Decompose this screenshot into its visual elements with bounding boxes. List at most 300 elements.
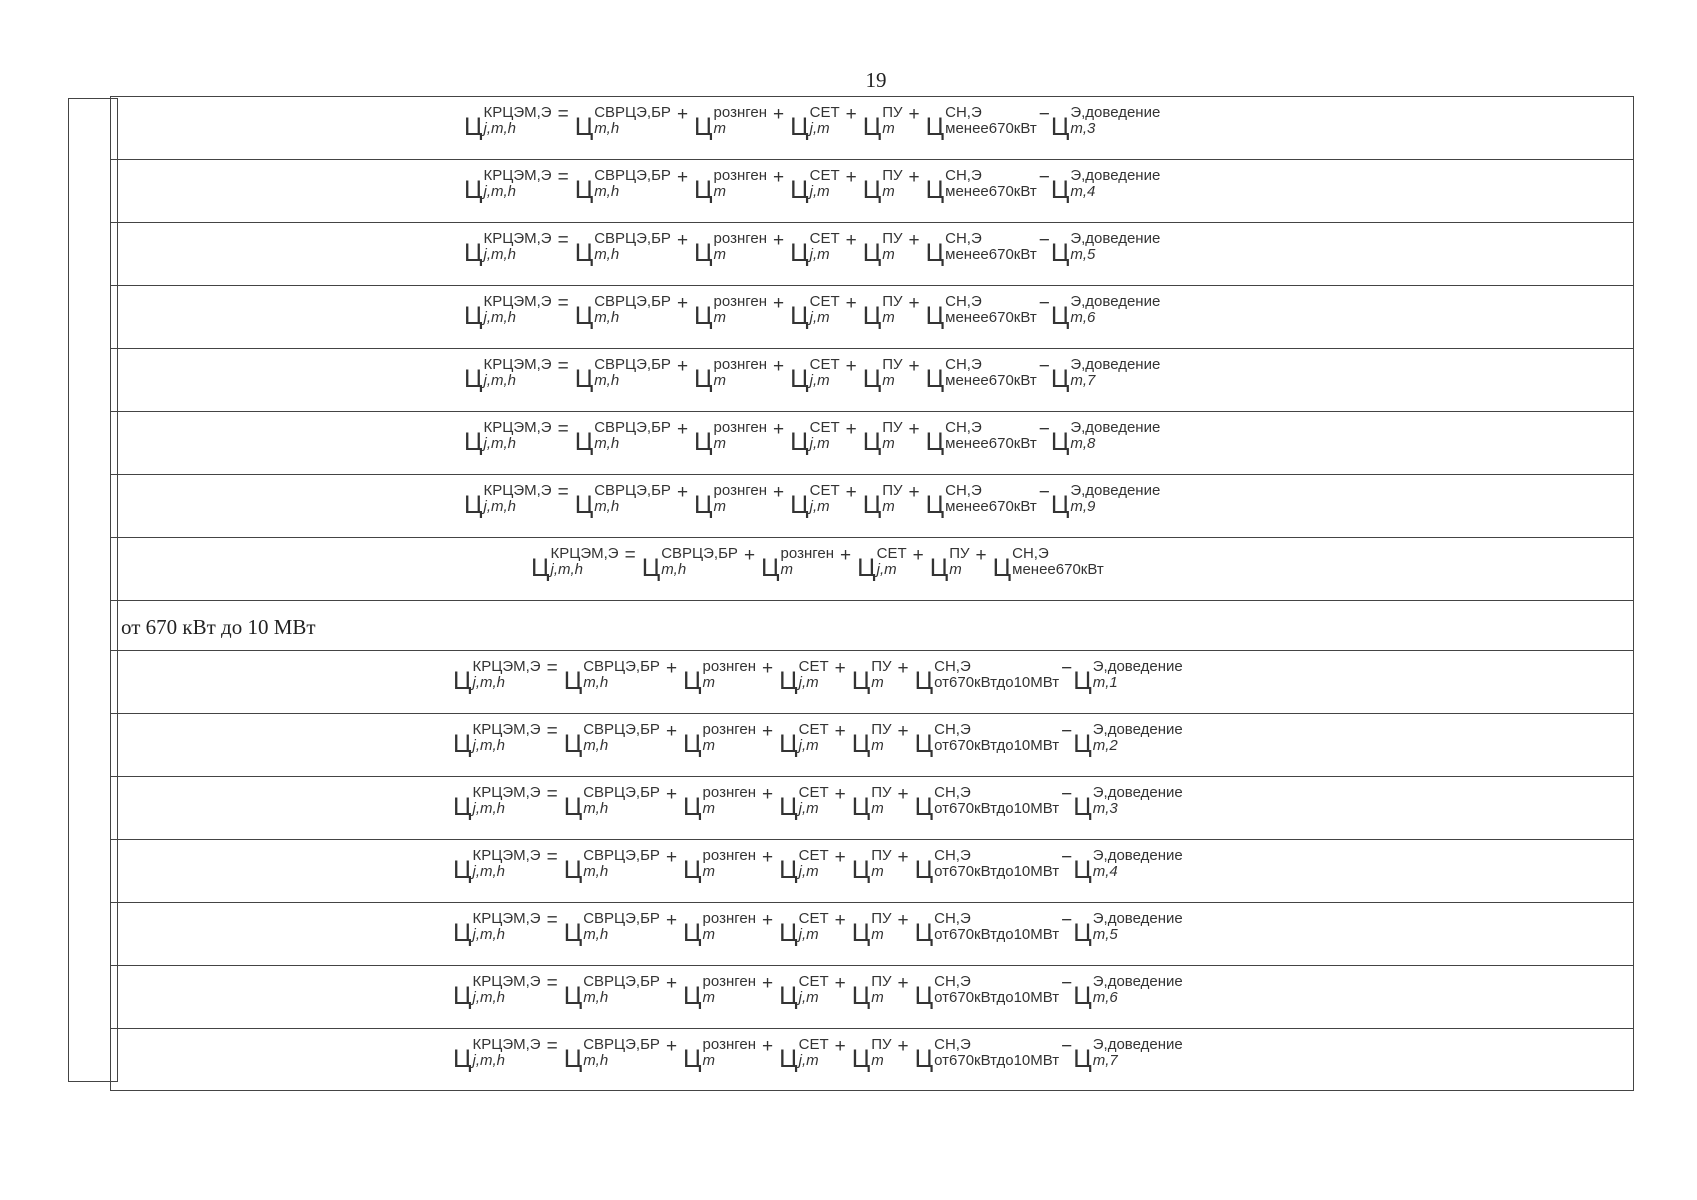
term-pu [863,294,903,338]
operator: + [834,721,846,742]
price-symbol: Ц [453,1045,472,1073]
operator: + [897,658,909,679]
operator: + [762,658,774,679]
term-pu [863,420,903,464]
price-symbol: Ц [563,982,583,1010]
term-rozn [683,722,756,766]
price-symbol: Ц [779,856,798,884]
term-krcem [453,785,541,829]
price-symbol: Ц [574,428,594,456]
term-rozn [694,294,767,338]
superscript: КРЦЭМ,Э [472,784,541,801]
superscript: СН,Э [934,973,971,990]
price-symbol: Ц [857,554,876,582]
operator: + [897,721,909,742]
operator: + [665,721,678,742]
subscript: j,m [798,989,819,1006]
superscript: ПУ [871,658,892,675]
superscript: СВРЦЭ,БР [583,658,660,675]
subscript: j,m,h [483,435,517,452]
subscript: менее670кВт [945,309,1037,326]
price-symbol: Ц [683,1045,702,1073]
formula [464,105,1160,149]
subscript: m [702,989,716,1006]
superscript: ПУ [871,1036,892,1053]
operator: + [773,356,785,377]
term-svrce [575,483,671,527]
term-dovedenie [1073,659,1182,703]
term-pu [852,785,892,829]
price-symbol: Ц [694,491,713,519]
superscript: СН,Э [945,356,982,373]
price-symbol: Ц [453,667,472,695]
price-symbol: Ц [790,302,809,330]
superscript: Э,доведение [1070,356,1161,373]
operator: − [1061,1036,1073,1057]
operator: − [1038,356,1050,377]
price-symbol: Ц [531,554,550,582]
price-symbol: Ц [694,365,713,393]
price-symbol: Ц [992,554,1012,582]
superscript: ПУ [871,847,892,864]
operator: + [773,293,785,314]
operator: + [840,545,852,566]
term-svrce [575,357,671,401]
subscript: менее670кВт [945,183,1037,200]
subscript: m [949,561,962,578]
superscript: Э,доведение [1070,230,1161,247]
price-symbol: Ц [925,113,945,141]
price-symbol: Ц [563,793,583,821]
subscript: m [713,120,727,137]
term-dovedenie [1073,848,1182,892]
superscript: СВРЦЭ,БР [594,104,671,121]
superscript: КРЦЭМ,Э [472,910,541,927]
superscript: рознген [702,784,756,801]
superscript: СН,Э [945,293,982,310]
price-symbol: Ц [1050,365,1070,393]
price-symbol: Ц [694,302,713,330]
subscript: m [882,309,895,326]
superscript: СВРЦЭ,БР [583,847,660,864]
term-sn [926,294,1037,338]
price-symbol: Ц [914,982,934,1010]
term-pu [852,1037,892,1081]
table-row [110,96,1634,159]
formula [453,722,1183,766]
price-symbol: Ц [574,302,594,330]
subscript: j,m [809,246,830,263]
superscript: СЕТ [809,419,840,436]
subscript: j,m,h [483,309,517,326]
subscript: m,h [583,926,609,943]
formula [531,546,1104,590]
superscript: ПУ [871,910,892,927]
term-set [790,168,840,212]
term-set [779,911,829,955]
subscript: m,6 [1092,989,1118,1006]
operator: + [845,419,857,440]
superscript: СН,Э [945,167,982,184]
table-row [110,965,1634,1028]
price-symbol: Ц [925,491,945,519]
operator: + [773,230,785,251]
term-rozn [694,357,767,401]
subscript: m,h [594,498,620,515]
superscript: КРЦЭМ,Э [483,293,552,310]
term-dovedenie [1051,357,1160,401]
price-symbol: Ц [1050,491,1070,519]
price-symbol: Ц [851,730,871,758]
price-symbol: Ц [1050,302,1070,330]
subscript: m [882,120,895,137]
operator: + [676,293,689,314]
subscript: j,m [798,800,819,817]
superscript: рознген [780,545,834,562]
operator: = [546,847,558,868]
operator: + [665,973,678,994]
operator: + [845,482,857,503]
subscript: m,2 [1092,737,1118,754]
subscript: m [702,737,716,754]
superscript: рознген [713,482,767,499]
price-symbol: Ц [790,176,809,204]
subscript: m,h [594,435,620,452]
operator: + [762,973,774,994]
superscript: ПУ [882,293,903,310]
term-pu [852,659,892,703]
operator: + [834,784,846,805]
term-set [790,357,840,401]
term-set [779,974,829,1018]
subscript: m [871,863,884,880]
subscript: m,9 [1070,498,1096,515]
table-row [110,348,1634,411]
superscript: КРЦЭМ,Э [483,230,552,247]
superscript: СЕТ [809,167,840,184]
price-symbol: Ц [862,239,882,267]
subscript: j,m [809,120,830,137]
superscript: СВРЦЭ,БР [594,167,671,184]
price-symbol: Ц [464,176,483,204]
term-pu [863,168,903,212]
operator: + [834,1036,846,1057]
operator: + [773,419,785,440]
operator: + [762,910,774,931]
superscript: КРЦЭМ,Э [483,167,552,184]
operator: + [908,356,920,377]
superscript: СЕТ [809,104,840,121]
subscript: m [702,926,716,943]
subscript: m [713,309,727,326]
term-pu [852,911,892,955]
table-row [110,159,1634,222]
price-symbol: Ц [453,856,472,884]
term-set [779,722,829,766]
price-symbol: Ц [464,113,483,141]
formula [453,974,1183,1018]
price-symbol: Ц [779,982,798,1010]
term-krcem [464,105,552,149]
formula [464,168,1160,212]
price-symbol: Ц [464,302,483,330]
operator: + [665,658,678,679]
subscript: менее670кВт [1012,561,1104,578]
superscript: ПУ [949,545,970,562]
superscript: СЕТ [798,910,829,927]
term-sn [915,722,1060,766]
operator: + [665,1036,678,1057]
price-symbol: Ц [453,730,472,758]
superscript: Э,доведение [1070,293,1161,310]
operator: + [908,419,920,440]
subscript: менее670кВт [945,435,1037,452]
superscript: ПУ [882,167,903,184]
term-svrce [575,105,671,149]
price-symbol: Ц [683,793,702,821]
subscript: m,h [583,863,609,880]
operator: = [557,419,569,440]
price-symbol: Ц [683,856,702,884]
subscript: m,5 [1092,926,1118,943]
superscript: СВРЦЭ,БР [594,419,671,436]
operator: + [762,784,774,805]
term-pu [863,357,903,401]
superscript: Э,доведение [1092,1036,1183,1053]
operator: − [1038,293,1050,314]
term-rozn [694,105,767,149]
superscript: СВРЦЭ,БР [594,482,671,499]
table-row [110,713,1634,776]
subscript: от670кВтдо10МВт [934,989,1060,1006]
superscript: СЕТ [798,1036,829,1053]
subscript: j,m [809,309,830,326]
superscript: СВРЦЭ,БР [583,973,660,990]
operator: = [546,784,558,805]
term-dovedenie [1073,974,1182,1018]
subscript: j,m,h [472,800,506,817]
subscript: m [882,372,895,389]
term-set [779,1037,829,1081]
term-krcem [453,722,541,766]
term-krcem [464,483,552,527]
price-symbol: Ц [683,667,702,695]
operator: + [912,545,924,566]
operator: + [773,104,785,125]
operator: − [1038,167,1050,188]
subscript: j,m,h [483,183,517,200]
subscript: m [702,674,716,691]
term-rozn [683,848,756,892]
superscript: КРЦЭМ,Э [550,545,619,562]
operator: + [834,973,846,994]
superscript: СН,Э [945,104,982,121]
table-row [110,537,1634,600]
subscript: j,m,h [483,372,517,389]
operator: + [676,230,689,251]
operator: + [975,545,987,566]
term-sn [915,974,1060,1018]
operator: + [845,356,857,377]
term-svrce [564,785,660,829]
term-svrce [575,231,671,275]
subscript: j,m,h [472,863,506,880]
subscript: от670кВтдо10МВт [934,863,1060,880]
subscript: m,h [594,372,620,389]
operator: + [762,847,774,868]
superscript: СЕТ [809,482,840,499]
superscript: ПУ [882,419,903,436]
price-symbol: Ц [779,730,798,758]
price-symbol: Ц [574,176,594,204]
section-label: от 670 кВт до 10 МВт [121,615,316,639]
superscript: КРЦЭМ,Э [472,1036,541,1053]
superscript: СЕТ [798,784,829,801]
subscript: m,h [583,989,609,1006]
subscript: m,8 [1070,435,1096,452]
price-symbol: Ц [914,730,934,758]
subscript: j,m,h [472,674,506,691]
term-rozn [683,974,756,1018]
superscript: СВРЦЭ,БР [661,545,738,562]
superscript: рознген [713,356,767,373]
subscript: от670кВтдо10МВт [934,800,1060,817]
superscript: СВРЦЭ,БР [594,293,671,310]
subscript: m [713,183,727,200]
term-svrce [564,722,660,766]
superscript: СЕТ [798,658,829,675]
superscript: КРЦЭМ,Э [483,356,552,373]
term-sn [926,483,1037,527]
price-symbol: Ц [851,982,871,1010]
formula-table [60,96,1634,1082]
section-row [110,600,1634,650]
price-symbol: Ц [779,667,798,695]
term-svrce [575,420,671,464]
superscript: СВРЦЭ,БР [583,784,660,801]
subscript: m,7 [1070,372,1096,389]
formula [453,1037,1183,1081]
superscript: Э,доведение [1092,721,1183,738]
term-sn [926,420,1037,464]
operator: = [557,104,569,125]
subscript: m,h [594,183,620,200]
operator: + [897,973,909,994]
price-symbol: Ц [1073,667,1092,695]
superscript: рознген [702,1036,756,1053]
price-symbol: Ц [683,919,702,947]
superscript: рознген [713,419,767,436]
table-row [110,902,1634,965]
term-svrce [575,294,671,338]
operator: + [845,104,857,125]
subscript: m [713,498,727,515]
term-krcem [464,168,552,212]
subscript: j,m,h [472,926,506,943]
superscript: СН,Э [934,658,971,675]
superscript: СН,Э [934,784,971,801]
superscript: Э,доведение [1070,167,1161,184]
price-symbol: Ц [790,113,809,141]
table-row [110,474,1634,537]
operator: − [1038,482,1050,503]
superscript: СВРЦЭ,БР [583,721,660,738]
subscript: j,m,h [483,120,517,137]
operator: + [676,104,689,125]
superscript: СЕТ [809,356,840,373]
operator: − [1061,658,1073,679]
operator: + [762,1036,774,1057]
operator: + [665,784,678,805]
superscript: КРЦЭМ,Э [483,104,552,121]
operator: = [557,293,569,314]
term-set [779,785,829,829]
price-symbol: Ц [453,982,472,1010]
price-symbol: Ц [779,919,798,947]
table-main-column [110,96,1634,1091]
price-symbol: Ц [641,554,661,582]
subscript: m [871,1052,884,1069]
superscript: СВРЦЭ,БР [594,230,671,247]
superscript: ПУ [882,104,903,121]
subscript: m [702,863,716,880]
operator: − [1038,230,1050,251]
price-symbol: Ц [683,982,702,1010]
operator: = [546,721,558,742]
superscript: рознген [702,973,756,990]
formula [464,294,1160,338]
price-symbol: Ц [761,554,780,582]
term-pu [852,974,892,1018]
subscript: m [871,737,884,754]
superscript: СН,Э [934,847,971,864]
term-krcem [464,294,552,338]
term-rozn [694,231,767,275]
price-symbol: Ц [790,239,809,267]
term-krcem [453,659,541,703]
superscript: СН,Э [934,721,971,738]
term-dovedenie [1073,1037,1182,1081]
term-set [790,105,840,149]
superscript: рознген [702,910,756,927]
superscript: ПУ [882,356,903,373]
term-dovedenie [1051,168,1160,212]
operator: + [665,847,678,868]
operator: + [676,356,689,377]
price-symbol: Ц [790,428,809,456]
superscript: СЕТ [809,293,840,310]
subscript: m [702,800,716,817]
superscript: Э,доведение [1070,482,1161,499]
superscript: СЕТ [798,721,829,738]
superscript: рознген [702,658,756,675]
price-symbol: Ц [914,667,934,695]
subscript: j,m,h [472,1052,506,1069]
term-pu [930,546,970,590]
price-symbol: Ц [925,302,945,330]
superscript: ПУ [871,721,892,738]
operator: + [845,230,857,251]
superscript: рознген [702,847,756,864]
subscript: менее670кВт [945,120,1037,137]
operator: + [897,910,909,931]
price-symbol: Ц [694,428,713,456]
subscript: m [702,1052,716,1069]
subscript: m,3 [1092,800,1118,817]
superscript: ПУ [871,973,892,990]
subscript: m,3 [1070,120,1096,137]
term-rozn [683,911,756,955]
